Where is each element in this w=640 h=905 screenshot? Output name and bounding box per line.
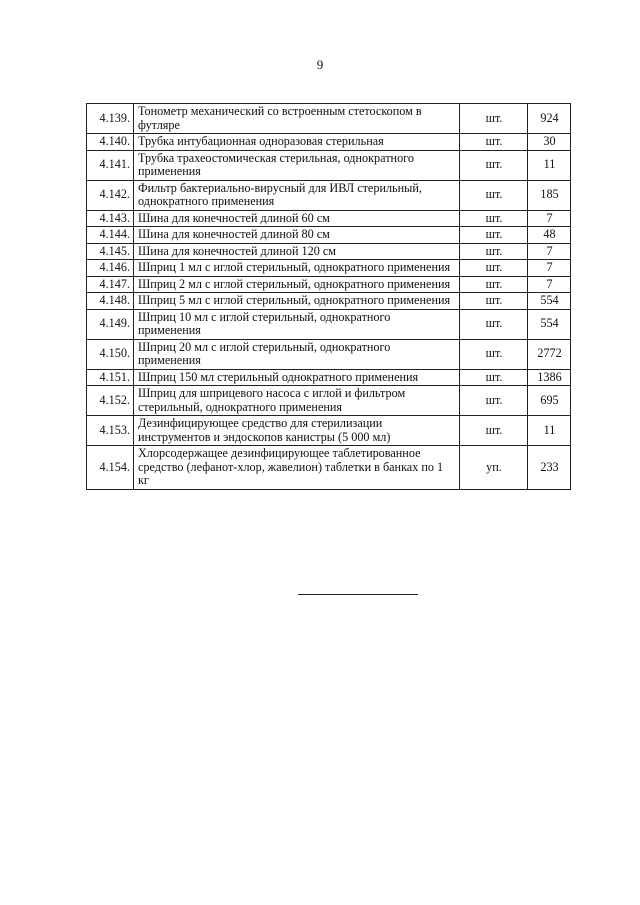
item-name: Шприц 1 мл с иглой стерильный, однократного применения <box>134 260 460 277</box>
item-number: 4.145. <box>87 243 134 260</box>
item-number: 4.149. <box>87 309 134 339</box>
item-unit: шт. <box>460 276 528 293</box>
item-name: Шина для конечностей длиной 80 см <box>134 227 460 244</box>
item-quantity: 11 <box>528 150 571 180</box>
item-number: 4.151. <box>87 369 134 386</box>
item-unit: шт. <box>460 339 528 369</box>
item-quantity: 30 <box>528 134 571 151</box>
item-unit: шт. <box>460 309 528 339</box>
item-quantity: 924 <box>528 104 571 134</box>
item-number: 4.142. <box>87 180 134 210</box>
item-name: Шина для конечностей длиной 60 см <box>134 210 460 227</box>
item-number: 4.144. <box>87 227 134 244</box>
table-row <box>87 210 571 227</box>
table-row <box>87 416 571 446</box>
item-number: 4.150. <box>87 339 134 369</box>
closing-rule <box>298 594 418 595</box>
item-number: 4.139. <box>87 104 134 134</box>
item-quantity: 7 <box>528 243 571 260</box>
item-unit: уп. <box>460 446 528 490</box>
item-number: 4.146. <box>87 260 134 277</box>
item-number: 4.152. <box>87 386 134 416</box>
table-row <box>87 446 571 490</box>
item-quantity: 1386 <box>528 369 571 386</box>
item-unit: шт. <box>460 260 528 277</box>
item-number: 4.153. <box>87 416 134 446</box>
item-unit: шт. <box>460 210 528 227</box>
table-row <box>87 260 571 277</box>
item-unit: шт. <box>460 150 528 180</box>
table-row <box>87 276 571 293</box>
table-row <box>87 104 571 134</box>
item-name: Хлорсодержащее дезинфицирующее таблетированное средство (лефанот-хлор, жавелион) таблетки в банках по 1 кг <box>134 446 460 490</box>
item-number: 4.154. <box>87 446 134 490</box>
item-name: Трубка трахеостомическая стерильная, однократного применения <box>134 150 460 180</box>
items-table <box>86 103 571 490</box>
table-row <box>87 339 571 369</box>
item-quantity: 2772 <box>528 339 571 369</box>
item-unit: шт. <box>460 386 528 416</box>
item-number: 4.148. <box>87 293 134 310</box>
item-unit: шт. <box>460 227 528 244</box>
item-unit: шт. <box>460 180 528 210</box>
item-quantity: 7 <box>528 260 571 277</box>
item-name: Дезинфицирующее средство для стерилизации инструментов и эндоскопов канистры (5 000 мл) <box>134 416 460 446</box>
table-row <box>87 293 571 310</box>
item-number: 4.141. <box>87 150 134 180</box>
item-quantity: 11 <box>528 416 571 446</box>
item-quantity: 7 <box>528 210 571 227</box>
table-row <box>87 386 571 416</box>
item-quantity: 7 <box>528 276 571 293</box>
item-name: Шприц 5 мл с иглой стерильный, однократного применения <box>134 293 460 310</box>
item-unit: шт. <box>460 369 528 386</box>
item-name: Трубка интубационная одноразовая стерильная <box>134 134 460 151</box>
item-name: Фильтр бактериально-вирусный для ИВЛ стерильный, однократного применения <box>134 180 460 210</box>
item-unit: шт. <box>460 243 528 260</box>
item-name: Шприц 2 мл с иглой стерильный, однократного применения <box>134 276 460 293</box>
item-number: 4.143. <box>87 210 134 227</box>
table-row <box>87 180 571 210</box>
table-row <box>87 134 571 151</box>
item-name: Шприц 10 мл с иглой стерильный, однократного применения <box>134 309 460 339</box>
table-row <box>87 369 571 386</box>
item-quantity: 695 <box>528 386 571 416</box>
item-name: Тонометр механический со встроенным стетоскопом в футляре <box>134 104 460 134</box>
item-name: Шприц 20 мл с иглой стерильный, однократного применения <box>134 339 460 369</box>
table-row <box>87 243 571 260</box>
item-number: 4.147. <box>87 276 134 293</box>
table-row <box>87 309 571 339</box>
table-row <box>87 227 571 244</box>
item-unit: шт. <box>460 416 528 446</box>
item-quantity: 554 <box>528 309 571 339</box>
item-unit: шт. <box>460 293 528 310</box>
item-unit: шт. <box>460 134 528 151</box>
item-name: Шприц 150 мл стерильный однократного применения <box>134 369 460 386</box>
page-number: 9 <box>316 57 324 72</box>
item-unit: шт. <box>460 104 528 134</box>
item-quantity: 233 <box>528 446 571 490</box>
item-quantity: 554 <box>528 293 571 310</box>
table-row <box>87 150 571 180</box>
item-name: Шприц для шприцевого насоса с иглой и фильтром стерильный, однократного применения <box>134 386 460 416</box>
item-name: Шина для конечностей длиной 120 см <box>134 243 460 260</box>
item-quantity: 48 <box>528 227 571 244</box>
item-quantity: 185 <box>528 180 571 210</box>
items-table-body <box>87 104 571 490</box>
item-number: 4.140. <box>87 134 134 151</box>
